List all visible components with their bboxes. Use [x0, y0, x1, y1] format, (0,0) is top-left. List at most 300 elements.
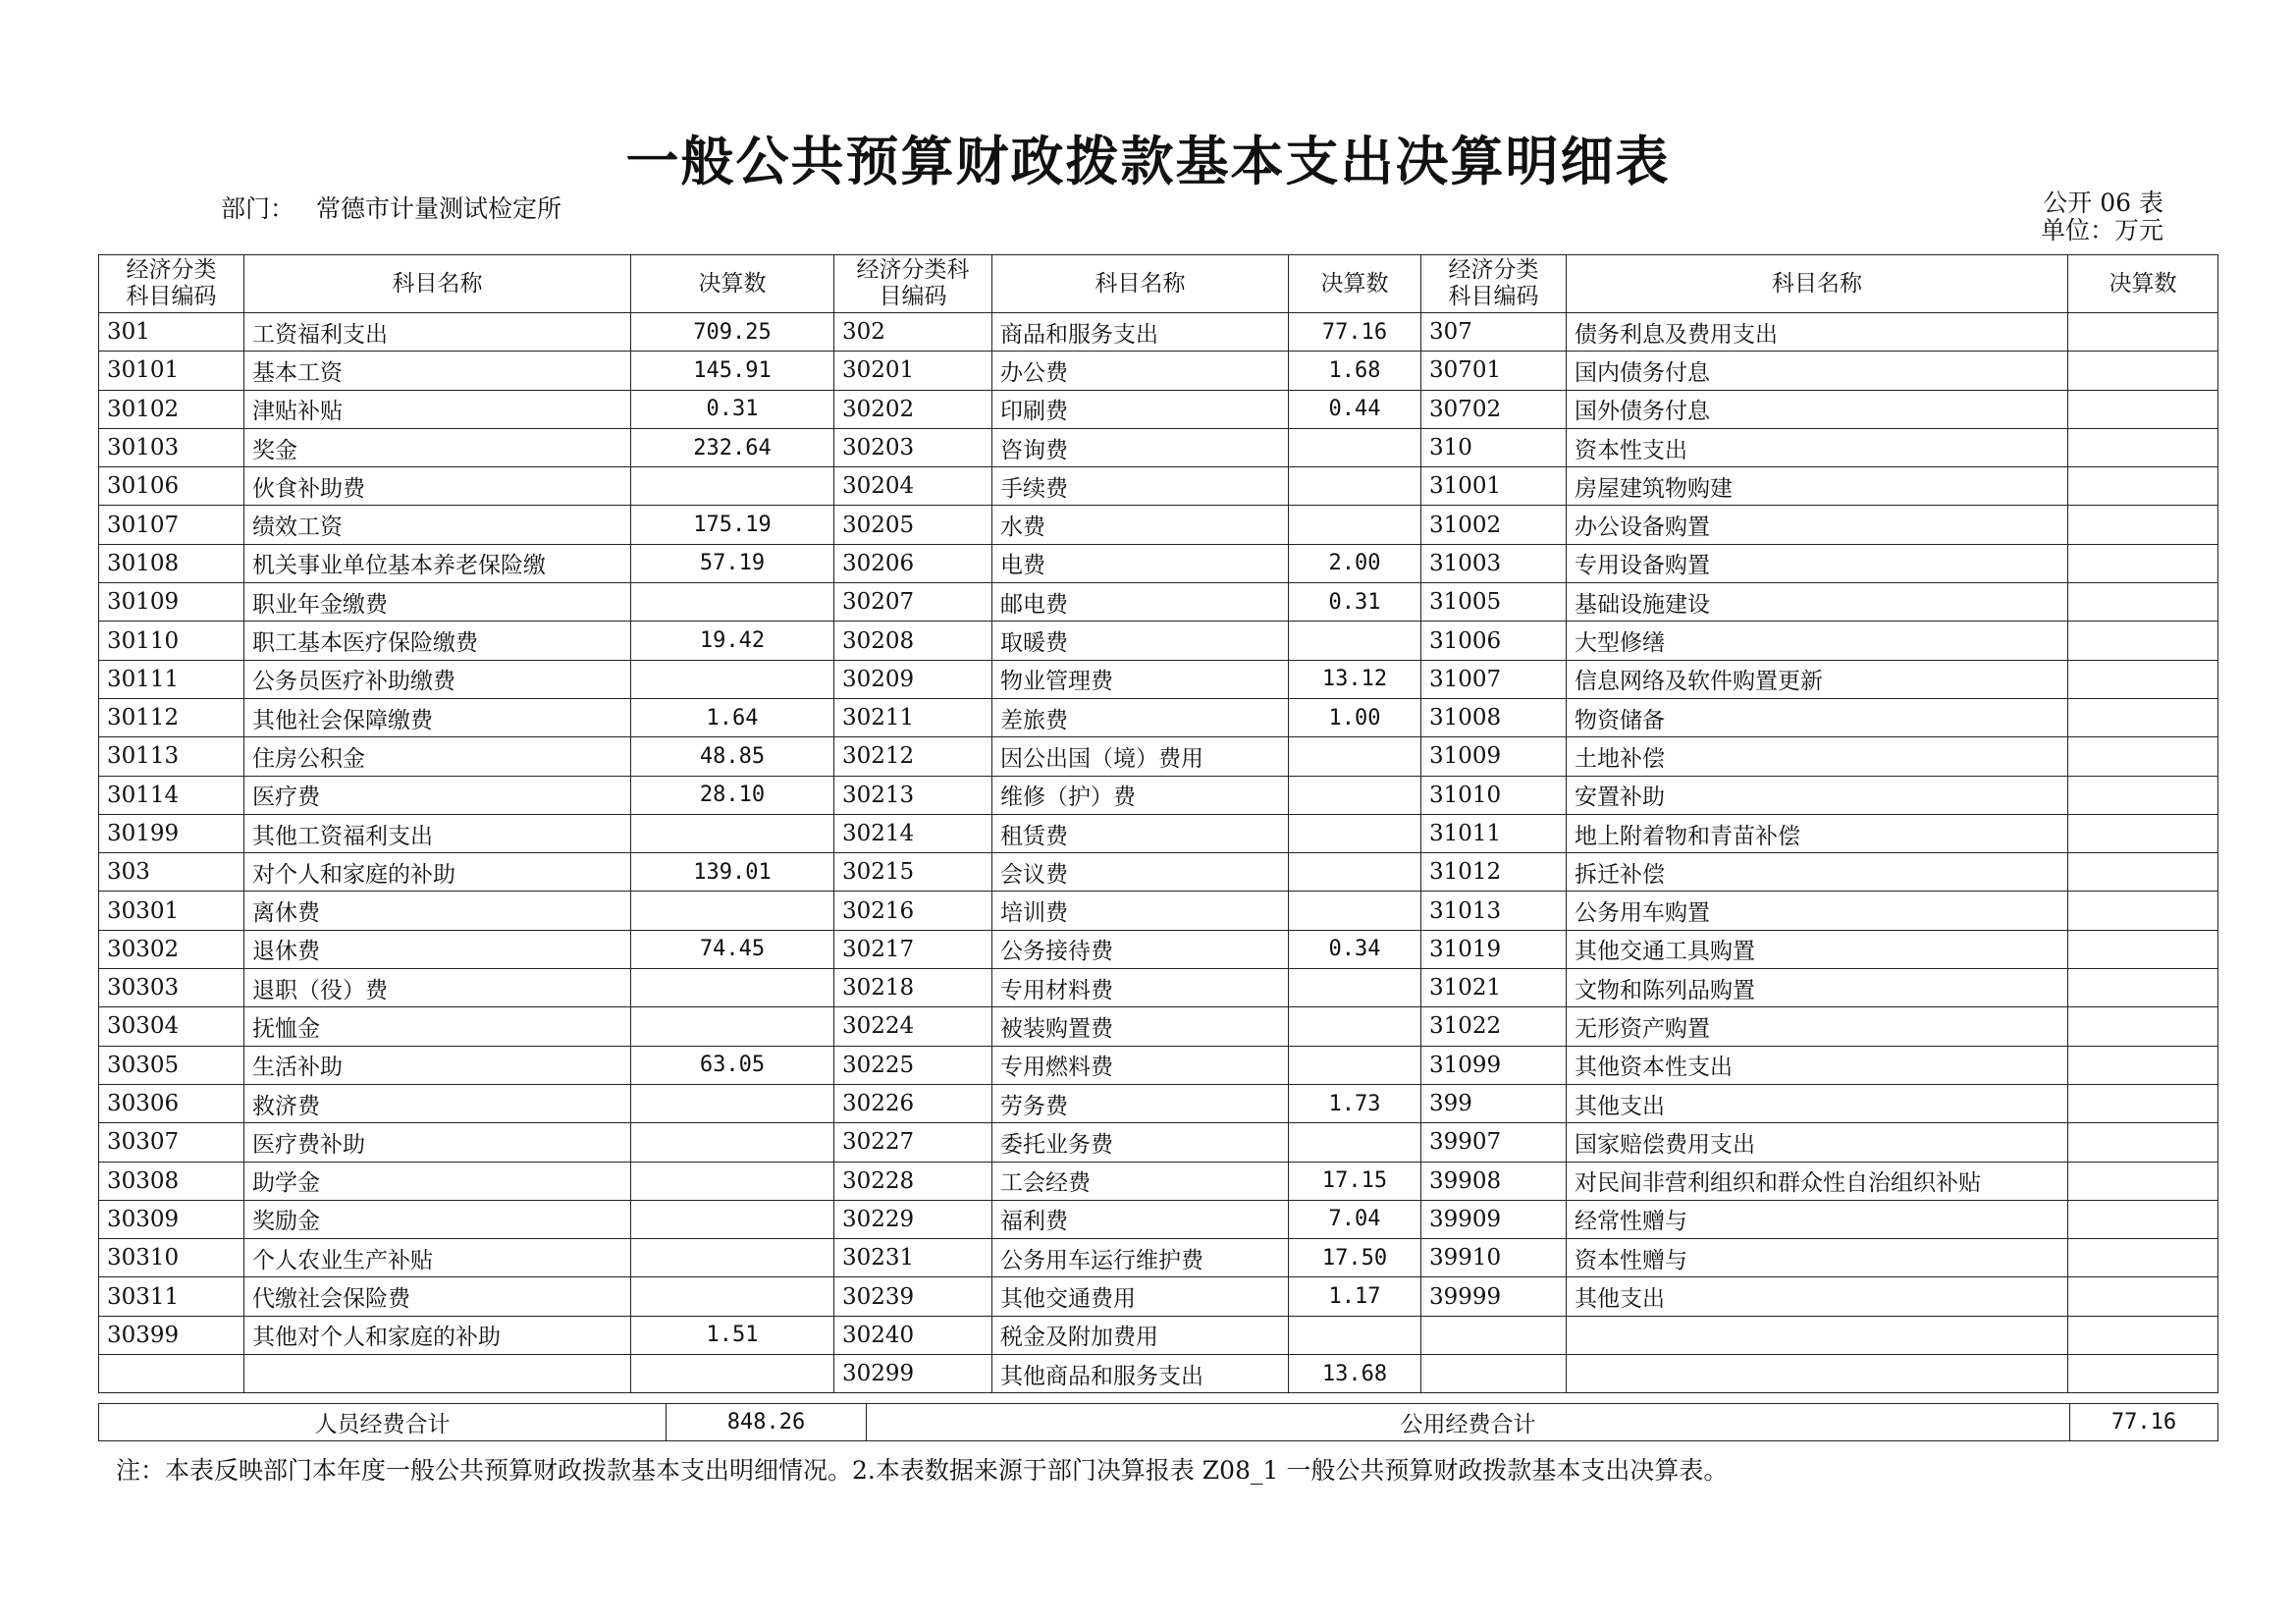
cell-amount: 57.19 [631, 544, 834, 582]
cell-amount [1289, 467, 1421, 506]
header-code: 经济分类 科目编码 [99, 255, 244, 313]
table-row [99, 930, 2218, 968]
cell-name: 奖励金 [244, 1200, 631, 1238]
cell-code: 310 [1421, 428, 1567, 466]
cell-amount [2068, 814, 2218, 852]
cell-name: 办公设备购置 [1567, 506, 2068, 544]
cell-amount [631, 814, 834, 852]
cell-code: 303 [99, 853, 244, 892]
cell-name: 咨询费 [992, 428, 1289, 466]
cell-amount [2068, 1084, 2218, 1122]
cell-code: 31099 [1421, 1046, 1567, 1084]
department-label: 部门： [221, 194, 295, 223]
header-amount: 决算数 [2068, 255, 2218, 313]
table-row [99, 428, 2218, 466]
cell-name: 其他支出 [1567, 1084, 2068, 1122]
cell-code: 31010 [1421, 776, 1567, 814]
cell-code: 30103 [99, 428, 244, 466]
table-row [99, 892, 2218, 930]
cell-code: 30228 [834, 1162, 992, 1200]
cell-code: 30701 [1421, 352, 1567, 390]
cell-code: 30106 [99, 467, 244, 506]
cell-amount [2068, 698, 2218, 736]
cell-name: 公务用车运行维护费 [992, 1239, 1289, 1277]
cell-name: 职工基本医疗保险缴费 [244, 622, 631, 660]
cell-amount [631, 1239, 834, 1277]
cell-code: 30199 [99, 814, 244, 852]
header-amount: 决算数 [1289, 255, 1421, 313]
cell-code: 31005 [1421, 583, 1567, 622]
cell-amount [1289, 1316, 1421, 1354]
cell-code: 30215 [834, 853, 992, 892]
cell-name: 土地补偿 [1567, 737, 2068, 776]
cell-amount [2068, 1200, 2218, 1238]
cell-amount [2068, 969, 2218, 1007]
cell-amount [631, 467, 834, 506]
cell-name: 对个人和家庭的补助 [244, 853, 631, 892]
cell-code: 30399 [99, 1316, 244, 1354]
public-total-label: 公用经费合计 [867, 1404, 2070, 1441]
cell-name: 津贴补贴 [244, 390, 631, 428]
cell-code: 31002 [1421, 506, 1567, 544]
public-total-value: 77.16 [2070, 1404, 2218, 1441]
cell-name: 公务员医疗补助缴费 [244, 660, 631, 698]
cell-code: 39999 [1421, 1277, 1567, 1316]
cell-name: 公务接待费 [992, 930, 1289, 968]
cell-code: 39907 [1421, 1123, 1567, 1162]
cell-code: 30214 [834, 814, 992, 852]
cell-code: 31009 [1421, 737, 1567, 776]
cell-amount: 28.10 [631, 776, 834, 814]
cell-name: 因公出国（境）费用 [992, 737, 1289, 776]
cell-amount [631, 1355, 834, 1393]
cell-code: 30308 [99, 1162, 244, 1200]
cell-amount [2068, 1007, 2218, 1046]
table-row [99, 737, 2218, 776]
cell-amount [2068, 544, 2218, 582]
cell-code: 31012 [1421, 853, 1567, 892]
cell-amount [631, 1123, 834, 1162]
cell-amount: 13.68 [1289, 1355, 1421, 1393]
cell-name: 退休费 [244, 930, 631, 968]
cell-amount [1289, 969, 1421, 1007]
cell-name: 债务利息及费用支出 [1567, 313, 2068, 352]
cell-amount [2068, 1239, 2218, 1277]
cell-amount [2068, 1277, 2218, 1316]
table-body [99, 313, 2218, 1393]
cell-name: 对民间非营利组织和群众性自治组织补贴 [1567, 1162, 2068, 1200]
cell-name: 地上附着物和青苗补偿 [1567, 814, 2068, 852]
cell-name: 国家赔偿费用支出 [1567, 1123, 2068, 1162]
cell-name: 专用设备购置 [1567, 544, 2068, 582]
cell-code: 30111 [99, 660, 244, 698]
cell-amount [2068, 1123, 2218, 1162]
expenditure-table [98, 254, 2218, 1393]
cell-amount: 13.12 [1289, 660, 1421, 698]
cell-code: 30226 [834, 1084, 992, 1122]
cell-amount [631, 583, 834, 622]
cell-code: 30310 [99, 1239, 244, 1277]
cell-code: 30306 [99, 1084, 244, 1122]
cell-name: 房屋建筑物购建 [1567, 467, 2068, 506]
table-row [99, 467, 2218, 506]
cell-code: 30208 [834, 622, 992, 660]
cell-code: 307 [1421, 313, 1567, 352]
cell-name [244, 1355, 631, 1393]
cell-code: 30231 [834, 1239, 992, 1277]
cell-code: 30304 [99, 1007, 244, 1046]
cell-amount [1289, 428, 1421, 466]
cell-name: 维修（护）费 [992, 776, 1289, 814]
cell-code: 30309 [99, 1200, 244, 1238]
cell-name: 离休费 [244, 892, 631, 930]
cell-amount: 0.34 [1289, 930, 1421, 968]
cell-amount [631, 660, 834, 698]
cell-code: 30217 [834, 930, 992, 968]
cell-name: 信息网络及软件购置更新 [1567, 660, 2068, 698]
cell-code: 30108 [99, 544, 244, 582]
cell-name: 被装购置费 [992, 1007, 1289, 1046]
cell-name: 抚恤金 [244, 1007, 631, 1046]
cell-code: 30303 [99, 969, 244, 1007]
cell-code: 31006 [1421, 622, 1567, 660]
cell-name: 个人农业生产补贴 [244, 1239, 631, 1277]
cell-amount: 74.45 [631, 930, 834, 968]
cell-code: 30101 [99, 352, 244, 390]
cell-name: 其他交通费用 [992, 1277, 1289, 1316]
cell-amount [2068, 428, 2218, 466]
table-row [99, 352, 2218, 390]
cell-name: 印刷费 [992, 390, 1289, 428]
cell-code: 39909 [1421, 1200, 1567, 1238]
table-row [99, 1046, 2218, 1084]
cell-amount [1289, 737, 1421, 776]
cell-name: 商品和服务支出 [992, 313, 1289, 352]
cell-code: 39910 [1421, 1239, 1567, 1277]
cell-name: 委托业务费 [992, 1123, 1289, 1162]
cell-amount [1289, 814, 1421, 852]
cell-name: 培训费 [992, 892, 1289, 930]
cell-code: 30206 [834, 544, 992, 582]
cell-name: 其他交通工具购置 [1567, 930, 2068, 968]
cell-name: 其他商品和服务支出 [992, 1355, 1289, 1393]
cell-amount: 175.19 [631, 506, 834, 544]
cell-amount: 1.68 [1289, 352, 1421, 390]
cell-amount [2068, 737, 2218, 776]
table-row [99, 1084, 2218, 1122]
table-row [99, 390, 2218, 428]
cell-code: 302 [834, 313, 992, 352]
cell-name: 文物和陈列品购置 [1567, 969, 2068, 1007]
cell-name: 专用燃料费 [992, 1046, 1289, 1084]
cell-amount: 0.31 [631, 390, 834, 428]
cell-name: 助学金 [244, 1162, 631, 1200]
cell-amount [1289, 1046, 1421, 1084]
cell-amount: 1.73 [1289, 1084, 1421, 1122]
header-row [99, 255, 2218, 313]
table-row [99, 969, 2218, 1007]
cell-code: 30240 [834, 1316, 992, 1354]
cell-amount [2068, 1046, 2218, 1084]
cell-code: 30205 [834, 506, 992, 544]
personnel-total-value: 848.26 [667, 1404, 867, 1441]
cell-name: 奖金 [244, 428, 631, 466]
cell-name: 其他社会保障缴费 [244, 698, 631, 736]
cell-name: 机关事业单位基本养老保险缴 [244, 544, 631, 582]
cell-name: 绩效工资 [244, 506, 631, 544]
cell-name: 经常性赠与 [1567, 1200, 2068, 1238]
cell-code: 30227 [834, 1123, 992, 1162]
cell-amount [631, 1162, 834, 1200]
cell-name: 水费 [992, 506, 1289, 544]
cell-code [99, 1355, 244, 1393]
cell-amount [2068, 1316, 2218, 1354]
cell-amount: 1.51 [631, 1316, 834, 1354]
cell-amount: 19.42 [631, 622, 834, 660]
cell-name [1567, 1355, 2068, 1393]
cell-amount [631, 969, 834, 1007]
cell-code: 301 [99, 313, 244, 352]
cell-name: 医疗费补助 [244, 1123, 631, 1162]
table-meta [2041, 189, 2163, 244]
cell-amount: 1.00 [1289, 698, 1421, 736]
table-row [99, 814, 2218, 852]
cell-code: 30204 [834, 467, 992, 506]
cell-name: 会议费 [992, 853, 1289, 892]
cell-code: 30225 [834, 1046, 992, 1084]
cell-code: 30307 [99, 1123, 244, 1162]
table-row [99, 1162, 2218, 1200]
unit-label: 单位：万元 [2040, 216, 2163, 244]
cell-amount [2068, 622, 2218, 660]
cell-amount [2068, 352, 2218, 390]
header-name: 科目名称 [992, 255, 1289, 313]
cell-name: 其他工资福利支出 [244, 814, 631, 852]
cell-code: 31011 [1421, 814, 1567, 852]
cell-code: 30213 [834, 776, 992, 814]
cell-code: 30211 [834, 698, 992, 736]
cell-amount [631, 1007, 834, 1046]
cell-code: 30239 [834, 1277, 992, 1316]
cell-amount [2068, 776, 2218, 814]
cell-name: 工会经费 [992, 1162, 1289, 1200]
cell-amount [1289, 776, 1421, 814]
cell-code: 31001 [1421, 467, 1567, 506]
cell-amount [1289, 506, 1421, 544]
cell-amount [2068, 467, 2218, 506]
cell-amount: 77.16 [1289, 313, 1421, 352]
cell-name: 国内债务付息 [1567, 352, 2068, 390]
table-row [99, 313, 2218, 352]
cell-amount: 1.64 [631, 698, 834, 736]
table-row [99, 1007, 2218, 1046]
table-row [99, 1316, 2218, 1354]
cell-amount [631, 1277, 834, 1316]
cell-code: 31008 [1421, 698, 1567, 736]
header-name: 科目名称 [1567, 255, 2068, 313]
cell-name: 租赁费 [992, 814, 1289, 852]
table-row [99, 1239, 2218, 1277]
cell-code: 30114 [99, 776, 244, 814]
cell-name: 拆迁补偿 [1567, 853, 2068, 892]
cell-code: 31022 [1421, 1007, 1567, 1046]
table-row [99, 853, 2218, 892]
cell-amount [631, 892, 834, 930]
table-row [99, 544, 2218, 582]
cell-code: 30209 [834, 660, 992, 698]
cell-name: 税金及附加费用 [992, 1316, 1289, 1354]
cell-code: 30202 [834, 390, 992, 428]
cell-name: 安置补助 [1567, 776, 2068, 814]
cell-name: 住房公积金 [244, 737, 631, 776]
cell-amount [1289, 1123, 1421, 1162]
cell-code: 30224 [834, 1007, 992, 1046]
personnel-total-label: 人员经费合计 [99, 1404, 667, 1441]
cell-name: 其他资本性支出 [1567, 1046, 2068, 1084]
cell-name: 差旅费 [992, 698, 1289, 736]
cell-name: 基本工资 [244, 352, 631, 390]
cell-code [1421, 1316, 1567, 1354]
cell-name: 其他对个人和家庭的补助 [244, 1316, 631, 1354]
cell-name: 工资福利支出 [244, 313, 631, 352]
cell-amount [2068, 313, 2218, 352]
cell-code: 30301 [99, 892, 244, 930]
table-row [99, 698, 2218, 736]
cell-amount [2068, 660, 2218, 698]
table-row [99, 660, 2218, 698]
cell-code: 30299 [834, 1355, 992, 1393]
cell-amount: 145.91 [631, 352, 834, 390]
cell-code: 30212 [834, 737, 992, 776]
cell-name: 退职（役）费 [244, 969, 631, 1007]
cell-name: 伙食补助费 [244, 467, 631, 506]
cell-name: 基础设施建设 [1567, 583, 2068, 622]
table-row [99, 776, 2218, 814]
cell-name: 电费 [992, 544, 1289, 582]
cell-code [1421, 1355, 1567, 1393]
cell-name: 其他支出 [1567, 1277, 2068, 1316]
cell-amount [2068, 892, 2218, 930]
cell-name: 专用材料费 [992, 969, 1289, 1007]
cell-code: 31013 [1421, 892, 1567, 930]
cell-code: 31021 [1421, 969, 1567, 1007]
cell-code: 30113 [99, 737, 244, 776]
cell-amount [2068, 1355, 2218, 1393]
cell-code: 30201 [834, 352, 992, 390]
cell-name: 职业年金缴费 [244, 583, 631, 622]
cell-amount [1289, 622, 1421, 660]
cell-amount [631, 1200, 834, 1238]
cell-name: 取暖费 [992, 622, 1289, 660]
cell-amount [2068, 853, 2218, 892]
cell-code: 31003 [1421, 544, 1567, 582]
table-row [99, 622, 2218, 660]
cell-name: 生活补助 [244, 1046, 631, 1084]
cell-name: 物业管理费 [992, 660, 1289, 698]
cell-code: 30302 [99, 930, 244, 968]
cell-name: 医疗费 [244, 776, 631, 814]
cell-amount [1289, 1007, 1421, 1046]
cell-amount [2068, 1162, 2218, 1200]
cell-name [1567, 1316, 2068, 1354]
cell-amount: 17.50 [1289, 1239, 1421, 1277]
cell-amount: 7.04 [1289, 1200, 1421, 1238]
cell-code: 30305 [99, 1046, 244, 1084]
cell-amount [631, 1084, 834, 1122]
cell-name: 劳务费 [992, 1084, 1289, 1122]
cell-amount: 48.85 [631, 737, 834, 776]
cell-code: 399 [1421, 1084, 1567, 1122]
cell-amount: 232.64 [631, 428, 834, 466]
cell-code: 39908 [1421, 1162, 1567, 1200]
cell-amount: 709.25 [631, 313, 834, 352]
cell-code: 31007 [1421, 660, 1567, 698]
cell-code: 30112 [99, 698, 244, 736]
cell-amount [1289, 853, 1421, 892]
header-code: 经济分类 科目编码 [1421, 255, 1567, 313]
cell-name: 公务用车购置 [1567, 892, 2068, 930]
table-row [99, 1355, 2218, 1393]
department-line [221, 189, 561, 225]
cell-code: 30229 [834, 1200, 992, 1238]
cell-code: 30207 [834, 583, 992, 622]
cell-code: 30702 [1421, 390, 1567, 428]
footnote: 注：本表反映部门本年度一般公共预算财政拨款基本支出明细情况。2.本表数据来源于部门决算报表 Z08_1 一般公共预算财政拨款基本支出决算表。 [116, 1456, 1729, 1485]
cell-amount: 139.01 [631, 853, 834, 892]
cell-name: 邮电费 [992, 583, 1289, 622]
cell-name: 国外债务付息 [1567, 390, 2068, 428]
cell-name: 手续费 [992, 467, 1289, 506]
table-row [99, 1277, 2218, 1316]
cell-amount: 2.00 [1289, 544, 1421, 582]
table-row [99, 506, 2218, 544]
cell-amount [2068, 930, 2218, 968]
cell-name: 资本性赠与 [1567, 1239, 2068, 1277]
cell-code: 30216 [834, 892, 992, 930]
cell-code: 30107 [99, 506, 244, 544]
cell-amount [2068, 506, 2218, 544]
cell-code: 31019 [1421, 930, 1567, 968]
cell-code: 30218 [834, 969, 992, 1007]
cell-code: 30110 [99, 622, 244, 660]
cell-name: 办公费 [992, 352, 1289, 390]
cell-name: 大型修缮 [1567, 622, 2068, 660]
cell-name: 代缴社会保险费 [244, 1277, 631, 1316]
cell-code: 30311 [99, 1277, 244, 1316]
totals-row [98, 1403, 2218, 1441]
cell-amount [1289, 892, 1421, 930]
cell-amount: 0.44 [1289, 390, 1421, 428]
cell-amount: 1.17 [1289, 1277, 1421, 1316]
cell-code: 30109 [99, 583, 244, 622]
cell-amount [2068, 390, 2218, 428]
department-name: 常德市计量测试检定所 [316, 194, 562, 223]
cell-name: 福利费 [992, 1200, 1289, 1238]
cell-name: 救济费 [244, 1084, 631, 1122]
cell-name: 无形资产购置 [1567, 1007, 2068, 1046]
cell-code: 30203 [834, 428, 992, 466]
header-name: 科目名称 [244, 255, 631, 313]
cell-amount: 17.15 [1289, 1162, 1421, 1200]
header-code: 经济分类科 目编码 [834, 255, 992, 313]
cell-amount [2068, 583, 2218, 622]
cell-amount: 63.05 [631, 1046, 834, 1084]
cell-amount: 0.31 [1289, 583, 1421, 622]
table-row [99, 583, 2218, 622]
cell-name: 物资储备 [1567, 698, 2068, 736]
header-amount: 决算数 [631, 255, 834, 313]
page-title: 一般公共预算财政拨款基本支出决算明细表 [625, 130, 1671, 192]
